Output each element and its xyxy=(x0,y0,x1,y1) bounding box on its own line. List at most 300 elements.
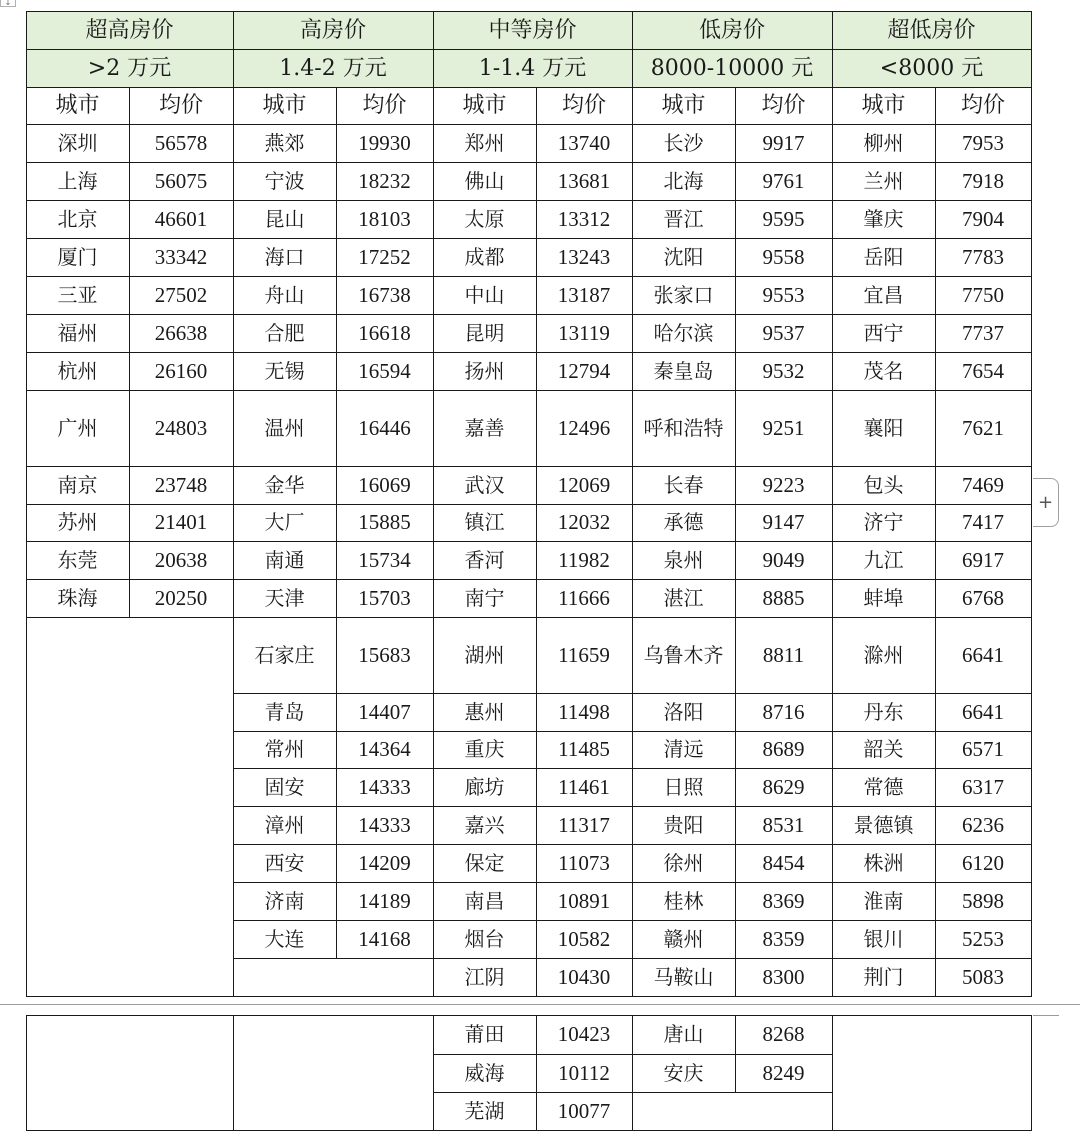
price-cell: 6317 xyxy=(962,774,1004,799)
grid-line xyxy=(632,617,833,618)
price-cell: 23748 xyxy=(154,472,208,497)
city-cell: 南昌 xyxy=(464,888,505,913)
price-cell: 8300 xyxy=(762,964,805,989)
price-column-header: 均价 xyxy=(761,93,806,118)
city-cell: 南京 xyxy=(57,472,98,497)
price-cell: 56578 xyxy=(154,130,208,155)
grid-line xyxy=(233,693,434,694)
grid-line xyxy=(26,11,1032,12)
grid-line xyxy=(832,504,1032,505)
category-range: 1-1.4 万元 xyxy=(478,55,587,81)
category-range: 1.4-2 万元 xyxy=(279,55,387,81)
grid-line xyxy=(433,314,633,315)
city-cell: 晋江 xyxy=(663,206,704,231)
city-cell: 金华 xyxy=(264,472,305,497)
price-cell: 15703 xyxy=(358,585,411,610)
grid-line xyxy=(832,541,1032,542)
city-cell: 赣州 xyxy=(663,926,704,951)
grid-line xyxy=(832,731,1032,732)
city-cell: 昆山 xyxy=(264,206,305,231)
price-cell: 8629 xyxy=(762,774,805,799)
city-column-header: 城市 xyxy=(55,93,100,118)
city-cell: 乌鲁木齐 xyxy=(643,642,724,667)
price-cell: 27502 xyxy=(154,282,208,307)
grid-line xyxy=(233,920,434,921)
city-cell: 香河 xyxy=(464,547,505,572)
grid-line xyxy=(832,693,1032,694)
grid-line xyxy=(26,87,1032,88)
city-cell: 惠州 xyxy=(464,699,505,724)
grid-line xyxy=(832,579,1032,580)
grid-line xyxy=(233,162,434,163)
grid-line xyxy=(233,352,434,353)
city-cell: 济南 xyxy=(264,888,305,913)
grid-line xyxy=(632,920,833,921)
price-cell: 6641 xyxy=(962,642,1004,667)
price-cell: 9558 xyxy=(762,244,805,269)
price-cell: 14189 xyxy=(358,888,411,913)
city-cell: 襄阳 xyxy=(863,415,904,440)
price-cell: 26638 xyxy=(154,320,208,345)
grid-line xyxy=(935,87,936,997)
grid-line xyxy=(536,87,537,997)
city-cell: 上海 xyxy=(57,168,98,193)
grid-line xyxy=(632,731,833,732)
grid-line xyxy=(233,276,434,277)
category-title: 高房价 xyxy=(299,17,366,43)
price-cell: 6571 xyxy=(962,737,1004,761)
city-cell: 郑州 xyxy=(464,130,505,155)
grid-line xyxy=(632,882,833,883)
city-cell: 佛山 xyxy=(464,168,505,193)
grid-line xyxy=(632,276,833,277)
price-cell: 18232 xyxy=(358,168,411,193)
grid-line xyxy=(832,882,1032,883)
grid-line xyxy=(233,504,434,505)
city-cell: 肇庆 xyxy=(863,206,904,231)
grid-line xyxy=(433,541,633,542)
price-cell: 13187 xyxy=(557,282,611,307)
price-cell: 16069 xyxy=(358,472,411,497)
price-cell: 14209 xyxy=(358,850,411,875)
price-cell: 8811 xyxy=(762,642,805,667)
grid-line xyxy=(632,1092,833,1093)
grid-line xyxy=(433,731,633,732)
city-cell: 长沙 xyxy=(663,130,704,155)
price-cell: 18103 xyxy=(358,206,411,231)
price-cell: 11666 xyxy=(558,585,610,610)
grid-line xyxy=(632,162,833,163)
grid-line xyxy=(26,124,234,125)
grid-line xyxy=(233,731,434,732)
price-cell: 9223 xyxy=(762,472,805,497)
price-cell: 16618 xyxy=(358,320,411,345)
city-cell: 东莞 xyxy=(57,547,98,572)
price-cell: 12069 xyxy=(557,472,611,497)
grid-line xyxy=(632,768,833,769)
city-cell: 泉州 xyxy=(663,547,704,572)
city-cell: 银川 xyxy=(863,926,904,951)
city-column-header: 城市 xyxy=(661,93,706,118)
grid-line xyxy=(26,276,234,277)
grid-line xyxy=(233,1015,234,1131)
city-cell: 大厂 xyxy=(264,510,305,534)
grid-line xyxy=(233,541,434,542)
city-cell: 大连 xyxy=(264,926,305,951)
grid-line xyxy=(632,693,833,694)
price-cell: 7469 xyxy=(962,472,1004,497)
city-cell: 舟山 xyxy=(264,282,305,307)
grid-line xyxy=(832,352,1032,353)
price-cell: 9049 xyxy=(762,547,805,572)
add-column-button[interactable]: + xyxy=(1033,478,1059,527)
grid-line xyxy=(433,882,633,883)
grid-line xyxy=(26,1015,1032,1016)
grid-line xyxy=(433,504,633,505)
grid-line xyxy=(433,806,633,807)
grid-line xyxy=(433,276,633,277)
grid-line xyxy=(233,200,434,201)
city-cell: 深圳 xyxy=(57,130,98,155)
city-cell: 滁州 xyxy=(863,642,904,667)
price-cell: 8249 xyxy=(762,1060,805,1085)
price-cell: 8689 xyxy=(762,737,805,761)
city-cell: 沈阳 xyxy=(663,244,704,269)
grid-line xyxy=(26,1015,27,1131)
city-cell: 蚌埠 xyxy=(863,585,904,610)
grid-line xyxy=(26,200,234,201)
city-cell: 景德镇 xyxy=(853,812,914,837)
grid-line xyxy=(433,200,633,201)
city-cell: 嘉兴 xyxy=(464,812,505,837)
grid-line xyxy=(433,124,633,125)
city-cell: 燕郊 xyxy=(264,130,305,155)
grid-line xyxy=(26,1130,1032,1131)
price-cell: 13740 xyxy=(557,130,611,155)
city-cell: 三亚 xyxy=(57,282,98,307)
city-cell: 重庆 xyxy=(464,737,505,761)
city-cell: 西安 xyxy=(264,850,305,875)
grid-line xyxy=(632,466,833,467)
price-cell: 6768 xyxy=(962,585,1004,610)
city-cell: 廊坊 xyxy=(464,774,505,799)
grid-line xyxy=(632,200,833,201)
grid-line xyxy=(632,806,833,807)
city-cell: 南宁 xyxy=(464,585,505,610)
category-title: 低房价 xyxy=(698,17,765,43)
city-cell: 威海 xyxy=(464,1060,505,1085)
grid-line xyxy=(233,124,434,125)
grid-line xyxy=(233,579,434,580)
city-cell: 湖州 xyxy=(464,642,505,667)
price-cell: 9595 xyxy=(762,206,805,231)
city-cell: 兰州 xyxy=(863,168,904,193)
grid-line xyxy=(233,882,434,883)
price-cell: 13119 xyxy=(558,320,610,345)
grid-line xyxy=(433,768,633,769)
grid-line xyxy=(26,314,234,315)
page-break-mark xyxy=(1033,1015,1059,1016)
price-cell: 8885 xyxy=(762,585,805,610)
grid-line xyxy=(832,617,1032,618)
price-cell: 12496 xyxy=(557,415,611,440)
grid-line xyxy=(26,352,234,353)
city-cell: 呼和浩特 xyxy=(643,415,724,440)
grid-line xyxy=(233,238,434,239)
price-cell: 5898 xyxy=(962,888,1004,913)
grid-line xyxy=(632,238,833,239)
city-cell: 岳阳 xyxy=(863,244,904,269)
grid-line xyxy=(832,806,1032,807)
grid-line xyxy=(26,238,234,239)
city-cell: 北京 xyxy=(57,206,98,231)
city-cell: 茂名 xyxy=(863,358,904,383)
price-cell: 21401 xyxy=(154,510,208,534)
city-cell: 杭州 xyxy=(57,358,98,383)
grid-line xyxy=(233,314,434,315)
price-cell: 7417 xyxy=(962,510,1004,534)
price-cell: 9532 xyxy=(762,358,805,383)
city-cell: 苏州 xyxy=(57,510,98,534)
city-cell: 烟台 xyxy=(464,926,505,951)
city-column-header: 城市 xyxy=(262,93,307,118)
price-cell: 9761 xyxy=(762,168,805,193)
price-cell: 13243 xyxy=(557,244,611,269)
city-cell: 青岛 xyxy=(264,699,305,724)
price-cell: 7783 xyxy=(962,244,1004,269)
city-cell: 成都 xyxy=(464,244,505,269)
price-cell: 9917 xyxy=(762,130,805,155)
grid-line xyxy=(832,162,1032,163)
price-cell: 12032 xyxy=(557,510,611,534)
grid-line xyxy=(26,162,234,163)
city-cell: 韶关 xyxy=(863,737,904,761)
price-cell: 13681 xyxy=(557,168,611,193)
price-cell: 5253 xyxy=(962,926,1004,951)
grid-line xyxy=(632,1054,833,1055)
price-cell: 7904 xyxy=(962,206,1004,231)
price-column-header: 均价 xyxy=(960,93,1005,118)
grid-line xyxy=(832,768,1032,769)
city-cell: 北海 xyxy=(663,168,704,193)
grid-line xyxy=(433,579,633,580)
grid-line xyxy=(336,87,337,959)
price-cell: 5083 xyxy=(962,964,1004,989)
grid-line xyxy=(433,162,633,163)
grid-line xyxy=(632,958,833,959)
city-cell: 哈尔滨 xyxy=(653,320,714,345)
category-range: >2 万元 xyxy=(87,55,172,81)
grid-line xyxy=(433,238,633,239)
grid-line xyxy=(536,1015,537,1131)
city-column-header: 城市 xyxy=(861,93,906,118)
city-cell: 宁波 xyxy=(264,168,305,193)
grid-line xyxy=(832,200,1032,201)
price-cell: 6917 xyxy=(962,547,1004,572)
price-cell: 7621 xyxy=(962,415,1004,440)
city-cell: 江阴 xyxy=(464,964,505,989)
city-cell: 湛江 xyxy=(663,585,704,610)
grid-line xyxy=(832,276,1032,277)
grid-line xyxy=(832,238,1032,239)
city-cell: 昆明 xyxy=(464,320,505,345)
price-cell: 7737 xyxy=(962,320,1004,345)
price-cell: 24803 xyxy=(154,415,208,440)
city-cell: 济宁 xyxy=(863,510,904,534)
price-cell: 6641 xyxy=(962,699,1004,724)
price-cell: 9553 xyxy=(762,282,805,307)
city-cell: 贵阳 xyxy=(663,812,704,837)
city-cell: 常德 xyxy=(863,774,904,799)
city-cell: 宜昌 xyxy=(863,282,904,307)
grid-line xyxy=(433,1054,633,1055)
city-cell: 温州 xyxy=(264,415,305,440)
grid-line xyxy=(433,1092,633,1093)
price-cell: 10423 xyxy=(557,1022,611,1046)
grid-line xyxy=(433,996,633,997)
city-cell: 日照 xyxy=(663,774,704,799)
price-cell: 10891 xyxy=(557,888,611,913)
city-cell: 海口 xyxy=(264,244,305,269)
city-cell: 包头 xyxy=(863,472,904,497)
city-cell: 徐州 xyxy=(663,850,704,875)
city-cell: 淮南 xyxy=(863,888,904,913)
city-cell: 洛阳 xyxy=(663,699,704,724)
city-cell: 镇江 xyxy=(464,510,505,534)
grid-line xyxy=(433,390,633,391)
city-cell: 漳州 xyxy=(264,812,305,837)
city-cell: 清远 xyxy=(663,737,704,761)
price-cell: 6236 xyxy=(962,812,1004,837)
city-cell: 福州 xyxy=(57,320,98,345)
grid-line xyxy=(1031,1015,1032,1131)
price-cell: 9537 xyxy=(762,320,805,345)
grid-line xyxy=(632,579,833,580)
city-cell: 长春 xyxy=(663,472,704,497)
city-cell: 太原 xyxy=(464,206,505,231)
price-cell: 13312 xyxy=(557,206,611,231)
grid-line xyxy=(433,352,633,353)
city-cell: 九江 xyxy=(863,547,904,572)
price-cell: 11485 xyxy=(558,737,610,761)
price-cell: 8369 xyxy=(762,888,805,913)
grid-line xyxy=(26,504,234,505)
grid-line xyxy=(632,844,833,845)
price-cell: 7953 xyxy=(962,130,1004,155)
grid-line xyxy=(26,541,234,542)
price-cell: 9251 xyxy=(762,415,805,440)
grid-line xyxy=(233,806,434,807)
price-cell: 14168 xyxy=(358,926,411,951)
grid-line xyxy=(233,617,434,618)
city-cell: 常州 xyxy=(264,737,305,761)
grid-line xyxy=(832,844,1032,845)
price-cell: 46601 xyxy=(154,206,208,231)
price-column-header: 均价 xyxy=(158,93,203,118)
table-move-handle-icon[interactable]: ↓ xyxy=(0,0,16,7)
price-cell: 11498 xyxy=(558,699,610,724)
city-cell: 固安 xyxy=(264,774,305,799)
grid-line xyxy=(233,390,434,391)
grid-line xyxy=(433,844,633,845)
city-cell: 石家庄 xyxy=(254,642,315,667)
category-range: 8000-10000 元 xyxy=(650,55,814,81)
price-cell: 16446 xyxy=(358,415,411,440)
price-cell: 14333 xyxy=(358,812,411,837)
category-title: 中等房价 xyxy=(488,17,577,43)
price-cell: 8716 xyxy=(762,699,805,724)
city-cell: 马鞍山 xyxy=(653,964,714,989)
city-cell: 南通 xyxy=(264,547,305,572)
price-cell: 7654 xyxy=(962,358,1004,383)
price-column-header: 均价 xyxy=(561,93,606,118)
city-cell: 桂林 xyxy=(663,888,704,913)
city-cell: 承德 xyxy=(663,510,704,534)
grid-line xyxy=(26,579,234,580)
grid-line xyxy=(233,466,434,467)
grid-line xyxy=(26,617,234,618)
grid-line xyxy=(735,87,736,997)
price-cell: 11659 xyxy=(558,642,610,667)
city-cell: 无锡 xyxy=(264,358,305,383)
city-cell: 张家口 xyxy=(653,282,714,307)
price-cell: 20250 xyxy=(154,585,208,610)
city-cell: 柳州 xyxy=(863,130,904,155)
price-cell: 10112 xyxy=(558,1060,610,1085)
grid-line xyxy=(632,352,833,353)
city-cell: 中山 xyxy=(464,282,505,307)
price-cell: 20638 xyxy=(154,547,208,572)
city-cell: 莆田 xyxy=(464,1022,505,1046)
category-range: <8000 元 xyxy=(879,55,984,81)
grid-line xyxy=(632,314,833,315)
city-cell: 合肥 xyxy=(264,320,305,345)
category-title: 超低房价 xyxy=(887,17,976,43)
city-cell: 厦门 xyxy=(57,244,98,269)
grid-line xyxy=(233,844,434,845)
city-cell: 西宁 xyxy=(863,320,904,345)
grid-line xyxy=(233,958,434,959)
page-break-line xyxy=(0,1004,1080,1005)
grid-line xyxy=(433,1015,434,1131)
grid-line xyxy=(832,314,1032,315)
price-cell: 17252 xyxy=(358,244,411,269)
grid-line xyxy=(26,390,234,391)
price-cell: 15734 xyxy=(358,547,411,572)
grid-line xyxy=(433,466,633,467)
city-cell: 武汉 xyxy=(464,472,505,497)
city-cell: 广州 xyxy=(57,415,98,440)
city-cell: 荆门 xyxy=(863,964,904,989)
grid-line xyxy=(632,124,833,125)
city-cell: 保定 xyxy=(464,850,505,875)
grid-line xyxy=(433,958,633,959)
city-cell: 安庆 xyxy=(663,1060,704,1085)
price-cell: 8531 xyxy=(762,812,805,837)
price-cell: 14333 xyxy=(358,774,411,799)
grid-line xyxy=(26,466,234,467)
price-cell: 14407 xyxy=(358,699,411,724)
grid-line xyxy=(26,49,1032,50)
price-cell: 7918 xyxy=(962,168,1004,193)
price-cell: 7750 xyxy=(962,282,1004,307)
price-cell: 9147 xyxy=(762,510,805,534)
price-cell: 8454 xyxy=(762,850,805,875)
price-cell: 16738 xyxy=(358,282,411,307)
city-cell: 芜湖 xyxy=(464,1098,505,1123)
city-cell: 秦皇岛 xyxy=(653,358,714,383)
city-cell: 珠海 xyxy=(57,585,98,610)
